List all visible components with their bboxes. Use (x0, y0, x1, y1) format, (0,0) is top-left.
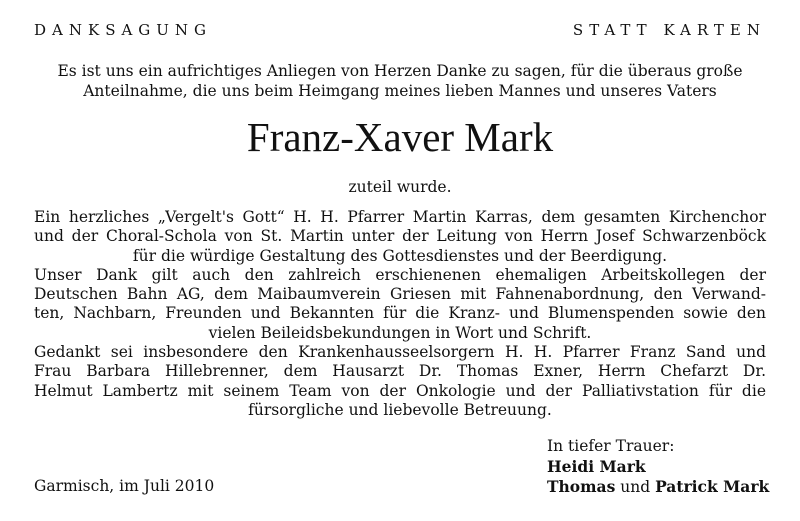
intro-text (30, 61, 770, 101)
body-text (34, 208, 766, 420)
body-line: Helmut Lambertz mit seinem Team von der Onkologie und der Palliativstation für die (34, 381, 766, 400)
intro-line: Es ist uns ein aufrichtiges Anliegen von Herzen Danke zu sagen, für die überaus große (57, 62, 743, 80)
deceased-name: Franz-Xaver Mark (246, 114, 554, 160)
header-statt-karten: STATT KARTEN (572, 21, 766, 39)
body-line: für die würdige Gestaltung des Gottesdienstes und der Beerdigung. (132, 246, 668, 265)
signature-und: und (615, 478, 656, 496)
body-line: ten, Nachbarn, Freunden und Bekannten für die Kranz- und Blumenspenden sowie den (34, 304, 766, 323)
signature-thomas: Thomas (547, 477, 616, 496)
zuteil-text: zuteil wurde. (348, 178, 452, 196)
body-line: fürsorgliche und liebevolle Betreuung. (248, 400, 552, 419)
header (34, 21, 766, 43)
body-line: vielen Beileidsbekundungen in Wort und Schrift. (208, 323, 592, 342)
signature-patrick-mark: Patrick Mark (655, 477, 770, 496)
header-danksagung: DANKSAGUNG (34, 21, 213, 39)
signature-heidi-mark: Heidi Mark (547, 456, 646, 476)
intro-line: Anteilnahme, die uns beim Heimgang meines lieben Mannes und unseres Vaters (83, 82, 717, 100)
body-line: und der Choral-Schola von St. Martin unter der Leitung von Herrn Josef Schwarzenböck (34, 227, 766, 246)
body-line: Frau Barbara Hillebrenner, dem Hausarzt Dr. Thomas Exner, Herrn Chefarzt Dr. (34, 362, 766, 381)
signature-line-2 (547, 477, 769, 498)
body-line: Deutschen Bahn AG, dem Maibaumverein Griesen mit Fahnenabordnung, den Verwand- (34, 285, 766, 304)
signature-block (547, 437, 769, 498)
body-line: Unser Dank gilt auch den zahlreich erschienenen ehemaligen Arbeitskollegen der (34, 265, 766, 284)
body-line: Gedankt sei insbesondere den Krankenhausseelsorgern H. H. Pfarrer Franz Sand und (34, 343, 766, 362)
signature-intro: In tiefer Trauer: (547, 437, 675, 455)
place-date: Garmisch, im Juli 2010 (34, 477, 215, 495)
body-line: Ein herzliches „Vergelt's Gott“ H. H. Pfarrer Martin Karras, dem gesamten Kirchenchor (34, 208, 766, 226)
